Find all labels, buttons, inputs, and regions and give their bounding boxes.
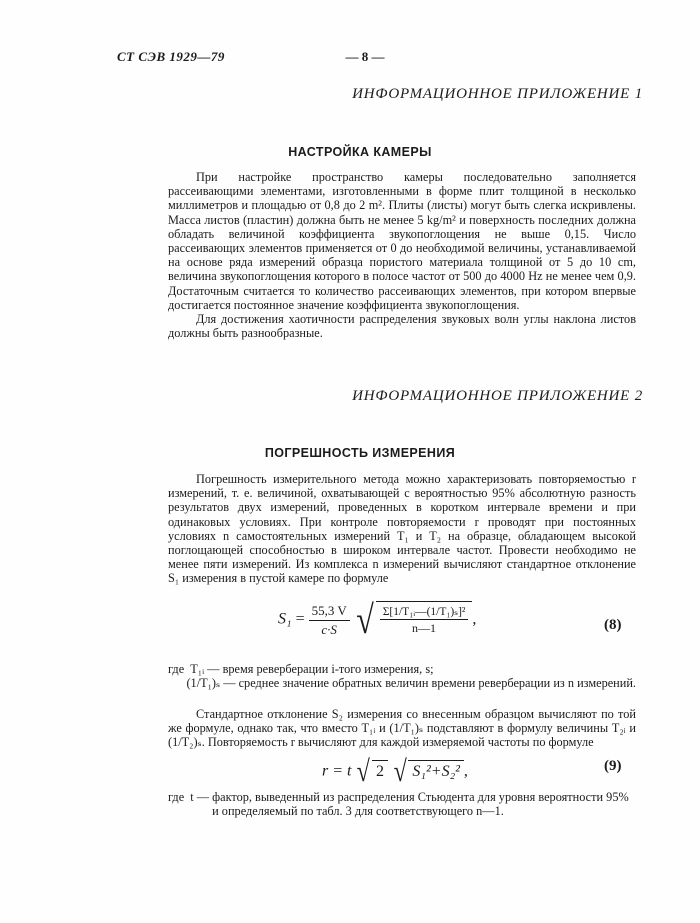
formula-8-denominator: c·S bbox=[321, 621, 337, 637]
page-number: — 8 — bbox=[345, 49, 385, 64]
formula-8-root-denominator: n—1 bbox=[412, 621, 437, 635]
appendix-2-paragraph-2: Стандартное отклонение S₂ измерения со внесенным образцом вычисляют по той же формуле, однако так, что вместо T₁ᵢ и (1/T₁)ₛ подставляют в формулу величины T₂ᵢ и (1/T₂)ₛ. Повторяемость r вычисляют для каждой измеряемой частоты по формуле bbox=[168, 707, 636, 750]
formula-8-fraction bbox=[309, 603, 350, 638]
legend-symbol: где T₁ᵢ — bbox=[168, 662, 223, 676]
legend-text: фактор, выведенный из распределения Стьюдента для уровня вероятности 95% и определяемый по табл. 3 для соответствующего n—1. bbox=[212, 790, 629, 819]
formula-8: S₁ = $\frac{55,3 V}{c\cdot S}$ √ $\frac{\text{Σ[1/T₁ᵢ—(1/T₁)ₛ]²}}{n—1}$ , bbox=[278, 597, 477, 642]
legend-text: время реверберации i-того измерения, s; bbox=[222, 662, 434, 676]
appendix-2-label: ИНФОРМАЦИОННОЕ ПРИЛОЖЕНИЕ 2 bbox=[352, 388, 643, 404]
legend-symbol: где t — bbox=[168, 790, 213, 804]
legend-symbol: (1/T₁)ₛ — bbox=[168, 676, 239, 691]
appendix-1-title: НАСТРОЙКА КАМЕРЫ bbox=[288, 145, 432, 159]
formula-9-root-1: √ 2 bbox=[355, 752, 387, 792]
legend-row bbox=[168, 662, 636, 676]
equation-number-8: (8) bbox=[604, 617, 622, 633]
appendix-1-body bbox=[168, 170, 636, 340]
formula-9-lhs: r = t bbox=[322, 762, 352, 780]
appendix-2-paragraph-1: Погрешность измерительного метода можно характеризовать повторяемостью r измерений, т. е. величиной, охватывающей с вероятностью 95% абсолютную разность результатов двух измерений, проведенных в коротком интервале времени и при одинаковых условиях. При контроле повторяемости r проводят при постоянных условиях n самостоятельных измерений T₁ и T₂ на образце, обладающем высокой поглощающей способностью в широком интервале частот. Провести необходимо не менее пяти измерений. Из комплекса n измерений вычисляют стандартное отклонение S₁ измерения в пустой камере по формуле bbox=[168, 472, 636, 586]
formula-9: r = t √ 2 √ S₁²+S₂² , bbox=[322, 752, 468, 792]
formula-8-numerator: 55,3 V bbox=[309, 603, 350, 621]
formula-8-root: √ $\frac{\text{Σ[1/T₁ᵢ—(1/T₁)ₛ]²}}{n—1}$ bbox=[354, 600, 473, 640]
formula-9-legend bbox=[168, 790, 636, 818]
appendix-1-paragraph-1: При настройке пространство камеры последовательно заполняется рассеивающими элементами, изготовленными в форме плит толщиной в несколько миллиметров и площадью от 0,8 до 2 m². Плиты (листы) могут быть слегка искривлены. Масса листов (пластин) должна быть не менее 5 kg/m² и поверхность последних должна обладать величиной коэффициента звукопоглощения не выше 0,15. Число рассеивающих элементов применяется от 0 до необходимой величины, устанавливаемой на основе ряда измерений образца пористого материала толщиной от 5 до 10 cm, величина звукопоглощения которого в полосе частот от 500 до 4000 Hz не менее чем 0,9. Достаточным считается то количество рассеивающих элементов, при котором впервые достигается постоянное значение коэффициента звукопоглощения. bbox=[168, 170, 636, 312]
appendix-1-label: ИНФОРМАЦИОННОЕ ПРИЛОЖЕНИЕ 1 bbox=[352, 86, 643, 102]
appendix-2-title: ПОГРЕШНОСТЬ ИЗМЕРЕНИЯ bbox=[264, 446, 456, 460]
appendix-2-body-2 bbox=[168, 707, 636, 750]
legend-row bbox=[168, 676, 636, 690]
formula-8-root-numerator: Σ[1/T₁ᵢ—(1/T₁)ₛ]² bbox=[380, 604, 469, 620]
legend-text: среднее значение обратных величин времени реверберации из n измерений. bbox=[238, 676, 636, 691]
formula-9-root-2: √ S₁²+S₂² bbox=[392, 752, 464, 792]
legend-row bbox=[168, 790, 636, 818]
appendix-2-body bbox=[168, 472, 636, 586]
appendix-1-paragraph-2: Для достижения хаотичности распределения звуковых волн углы наклона листов должны быть разнообразные. bbox=[168, 312, 636, 341]
standard-code: СТ СЭВ 1929—79 bbox=[117, 49, 225, 64]
formula-8-legend bbox=[168, 662, 636, 690]
formula-8-lhs: S₁ bbox=[278, 610, 292, 628]
equation-number-9: (9) bbox=[604, 758, 622, 774]
